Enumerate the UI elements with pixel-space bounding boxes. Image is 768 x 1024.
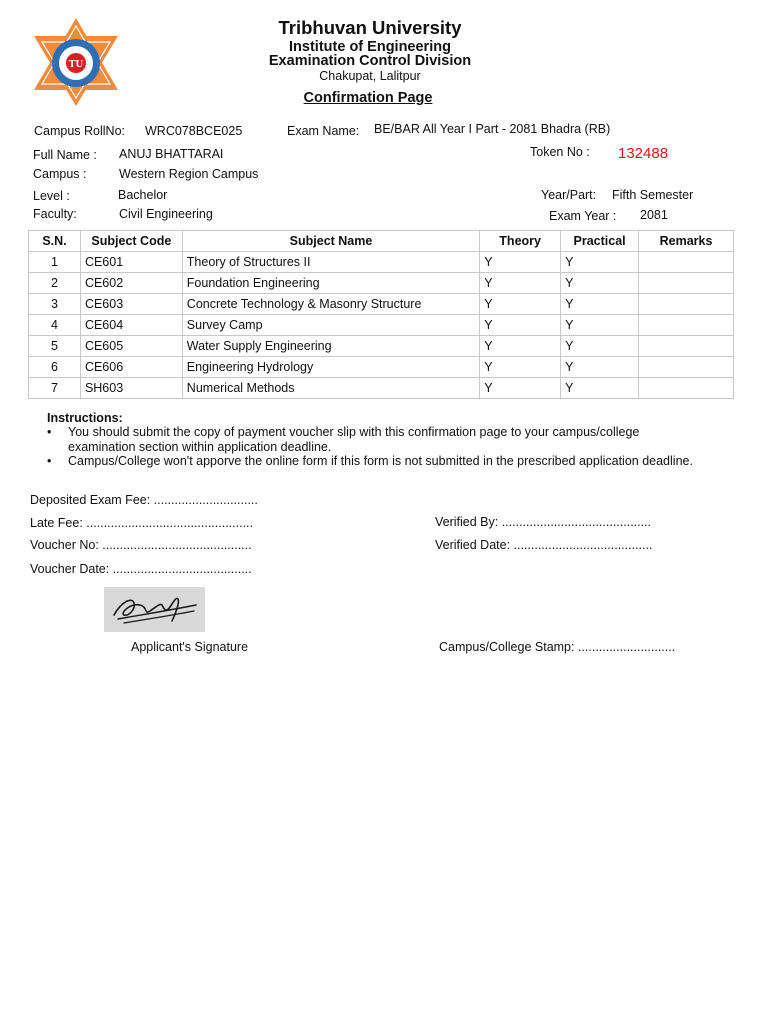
cell-theory: Y <box>480 273 561 294</box>
column-header-sn: S.N. <box>29 231 81 252</box>
voucher-no-field: Voucher No: ........................................... <box>30 538 252 552</box>
cell-sn: 3 <box>29 294 81 315</box>
cell-sn: 6 <box>29 357 81 378</box>
svg-text:TU: TU <box>68 60 84 70</box>
applicant-signature-label: Applicant's Signature <box>131 640 249 654</box>
instruction-item: You should submit the copy of payment voucher slip with this confirmation page to your campus/college examination section within application deadline. <box>68 425 640 454</box>
full-name-label: Full Name : <box>33 148 97 162</box>
cell-theory: Y <box>480 378 561 399</box>
table-row <box>29 357 734 378</box>
column-header-remarks: Remarks <box>639 231 734 252</box>
campus-stamp-field: Campus/College Stamp: ............................ <box>439 640 676 654</box>
year-part-value: Fifth Semester <box>612 188 694 202</box>
location-text: Chakupat, Lalitpur <box>319 69 421 83</box>
cell-remarks <box>639 252 734 273</box>
exam-year-value: 2081 <box>640 208 668 222</box>
cell-sn: 2 <box>29 273 81 294</box>
cell-practical: Y <box>561 378 639 399</box>
cell-theory: Y <box>480 357 561 378</box>
cell-practical: Y <box>561 294 639 315</box>
table-row <box>29 378 734 399</box>
cell-practical: Y <box>561 336 639 357</box>
bullet-icon: • <box>47 454 52 468</box>
campus-roll-label: Campus RollNo: <box>34 124 126 138</box>
cell-subject-name: Engineering Hydrology <box>182 357 479 378</box>
year-part-label: Year/Part: <box>541 188 597 202</box>
deposited-exam-fee-field: Deposited Exam Fee: .............................. <box>30 493 258 507</box>
cell-subject-name: Concrete Technology & Masonry Structure <box>182 294 479 315</box>
faculty-value: Civil Engineering <box>119 207 213 221</box>
cell-subject-code: CE603 <box>80 294 182 315</box>
cell-remarks <box>639 378 734 399</box>
cell-theory: Y <box>480 294 561 315</box>
cell-theory: Y <box>480 336 561 357</box>
institute-name: Institute of Engineering <box>289 39 451 55</box>
token-value: 132488 <box>618 145 669 162</box>
bullet-icon: • <box>47 425 52 439</box>
cell-practical: Y <box>561 252 639 273</box>
table-header-row <box>29 231 734 252</box>
full-name-value: ANUJ BHATTARAI <box>119 147 224 161</box>
cell-subject-code: CE605 <box>80 336 182 357</box>
signature-image <box>104 587 205 632</box>
table-row <box>29 294 734 315</box>
verified-by-field: Verified By: ........................................... <box>435 515 652 529</box>
cell-subject-name: Foundation Engineering <box>182 273 479 294</box>
level-label: Level : <box>33 189 70 203</box>
cell-practical: Y <box>561 315 639 336</box>
exam-name-value: BE/BAR All Year I Part - 2081 Bhadra (RB) <box>374 122 611 136</box>
level-value: Bachelor <box>118 188 168 202</box>
column-header-subject-code: Subject Code <box>80 231 182 252</box>
cell-remarks <box>639 336 734 357</box>
table-row <box>29 273 734 294</box>
column-header-theory: Theory <box>480 231 561 252</box>
voucher-date-field: Voucher Date: ........................................ <box>30 562 252 576</box>
cell-remarks <box>639 294 734 315</box>
instruction-item: Campus/College won't apporve the online form if this form is not submitted in the prescribed application deadline. <box>68 454 693 468</box>
campus-label: Campus : <box>33 167 87 181</box>
signature-icon <box>104 587 205 632</box>
exam-name-label: Exam Name: <box>287 124 360 138</box>
cell-sn: 7 <box>29 378 81 399</box>
cell-practical: Y <box>561 357 639 378</box>
cell-theory: Y <box>480 315 561 336</box>
exam-year-label: Exam Year : <box>549 209 617 223</box>
cell-subject-code: CE604 <box>80 315 182 336</box>
table-row <box>29 315 734 336</box>
instructions-title: Instructions: <box>47 411 123 425</box>
subjects-table <box>28 230 734 399</box>
cell-remarks <box>639 357 734 378</box>
cell-sn: 4 <box>29 315 81 336</box>
token-label: Token No : <box>530 145 590 159</box>
cell-subject-code: CE602 <box>80 273 182 294</box>
cell-sn: 1 <box>29 252 81 273</box>
table-row <box>29 252 734 273</box>
cell-subject-code: SH603 <box>80 378 182 399</box>
cell-subject-code: CE606 <box>80 357 182 378</box>
column-header-subject-name: Subject Name <box>182 231 479 252</box>
cell-subject-code: CE601 <box>80 252 182 273</box>
page-title: Confirmation Page <box>303 90 433 106</box>
campus-value: Western Region Campus <box>119 167 259 181</box>
cell-sn: 5 <box>29 336 81 357</box>
cell-subject-name: Numerical Methods <box>182 378 479 399</box>
late-fee-field: Late Fee: ................................................ <box>30 516 253 530</box>
campus-roll-value: WRC078BCE025 <box>145 124 243 138</box>
faculty-label: Faculty: <box>33 207 77 221</box>
cell-subject-name: Water Supply Engineering <box>182 336 479 357</box>
cell-subject-name: Survey Camp <box>182 315 479 336</box>
cell-remarks <box>639 273 734 294</box>
cell-subject-name: Theory of Structures II <box>182 252 479 273</box>
cell-remarks <box>639 315 734 336</box>
cell-practical: Y <box>561 273 639 294</box>
university-name: Tribhuvan University <box>278 17 462 38</box>
column-header-practical: Practical <box>561 231 639 252</box>
cell-theory: Y <box>480 252 561 273</box>
table-row <box>29 336 734 357</box>
verified-date-field: Verified Date: ........................................ <box>435 538 653 552</box>
division-name: Examination Control Division <box>268 53 472 69</box>
